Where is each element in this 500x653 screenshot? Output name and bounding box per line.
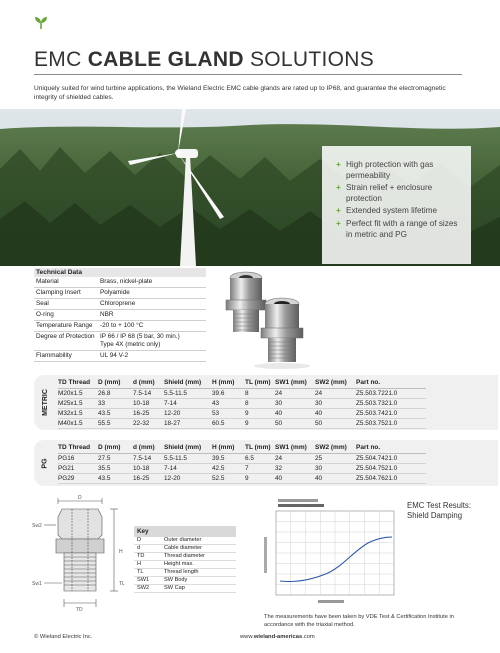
plus-icon: + [336,206,341,216]
tech-row: Flammability UL 94 V-2 [34,351,206,362]
key-row: TD Thread diameter [134,553,236,561]
key-title: Key [134,526,236,537]
key-table [134,526,236,593]
pg-data-table [58,443,426,484]
table-header-row: TD Thread D (mm) d (mm) Shield (mm) H (mm) TL (mm) SW1 (mm) SW2 (mm) Part no. [58,443,426,453]
pg-table [34,440,498,486]
key-row: SW2 SW Cap [134,585,236,593]
feature-item: + Perfect fit with a range of sizes in metric and PG [336,218,458,239]
table-row: PG29 43.5 16-25 12-20 52.5 9 40 40 Z5.504.7621.0 [58,473,426,483]
dim-label-sw1: Sw1 [32,581,42,587]
key-row: d Cable diameter [134,545,236,553]
tech-row: Degree of Protection IP 66 / IP 68 (5 bar, 30 min.) Type 4X (metric only) [34,332,206,351]
dim-label-sw2: Sw2 [32,523,42,529]
tech-row: Clamping Insert Polyamide [34,288,206,299]
emc-results-title: EMC Test Results: Shield Damping [407,501,471,520]
metric-label: METRIC [41,389,49,416]
title-divider [34,74,462,75]
plus-icon: + [336,183,341,193]
key-row: H Height max. [134,561,236,569]
table-row: PG21 35.5 10-18 7-14 42.5 7 32 30 Z5.504.7521.0 [58,463,426,473]
page-title: EMC CABLE GLAND SOLUTIONS [34,48,375,71]
metric-data-table [58,378,426,429]
technical-drawing [30,495,130,615]
table-row: M40x1.5 55.5 22-32 18-27 60.5 9 50 50 Z5.503.7521.0 [58,418,426,428]
footer-copyright: © Wieland Electric Inc. [34,634,93,640]
tech-row: Material Brass, nickel-plate [34,277,206,288]
pg-label: PG [41,457,49,469]
intro-paragraph: Uniquely suited for wind turbine applications, the Wieland Electric EMC cable glands are rated up to IP68, and guarantee the electromagnetic integrity of shielded cables. [34,85,446,101]
dim-label-d: D [78,495,82,501]
dim-label-h: H [119,549,123,555]
technical-data-title: Technical Data [34,268,206,277]
key-row: D Outer diameter [134,537,236,545]
technical-data-table [34,268,206,362]
tech-row: Temperature Range -20 to + 100 °C [34,321,206,332]
measurement-note: The measurements have been taken by VDE Test & Certification Institute in accordance with the triaxial method. [264,614,454,628]
metric-table [34,375,498,430]
tech-row: Seal Chloroprene [34,299,206,310]
wieland-leaf-icon [34,16,48,30]
plus-icon: + [336,218,341,228]
table-row: M20x1.5 26.8 7.5-14 5.5-11.5 39.6 8 24 24 Z5.503.7221.0 [58,388,426,398]
feature-list [322,146,471,264]
footer-url[interactable]: www.wieland-americas.com [240,634,315,640]
tech-row: O-ring NBR [34,310,206,321]
dim-label-td: TD [76,607,83,613]
plus-icon: + [336,160,341,169]
table-row: M25x1.5 33 10-18 7-14 43 8 30 30 Z5.503.7321.0 [58,398,426,408]
cable-gland-product-photo [216,268,336,370]
table-row: M32x1.5 43.5 16-25 12-20 53 9 40 40 Z5.503.7421.0 [58,408,426,418]
feature-item: + High protection with gas permeability [336,160,434,180]
shield-damping-graph [258,497,402,609]
feature-item: + Extended system lifetime [336,206,438,216]
feature-item: + Strain relief + enclosure protection [336,183,433,203]
key-row: SW1 SW Body [134,577,236,585]
table-header-row: TD Thread D (mm) d (mm) Shield (mm) H (mm) TL (mm) SW1 (mm) SW2 (mm) Part no. [58,378,426,388]
key-row: TL Thread length [134,569,236,577]
dim-label-tl: TL [119,581,125,587]
table-row: PG16 27.5 7.5-14 5.5-11.5 39.5 6.5 24 25 Z5.504.7421.0 [58,453,426,463]
